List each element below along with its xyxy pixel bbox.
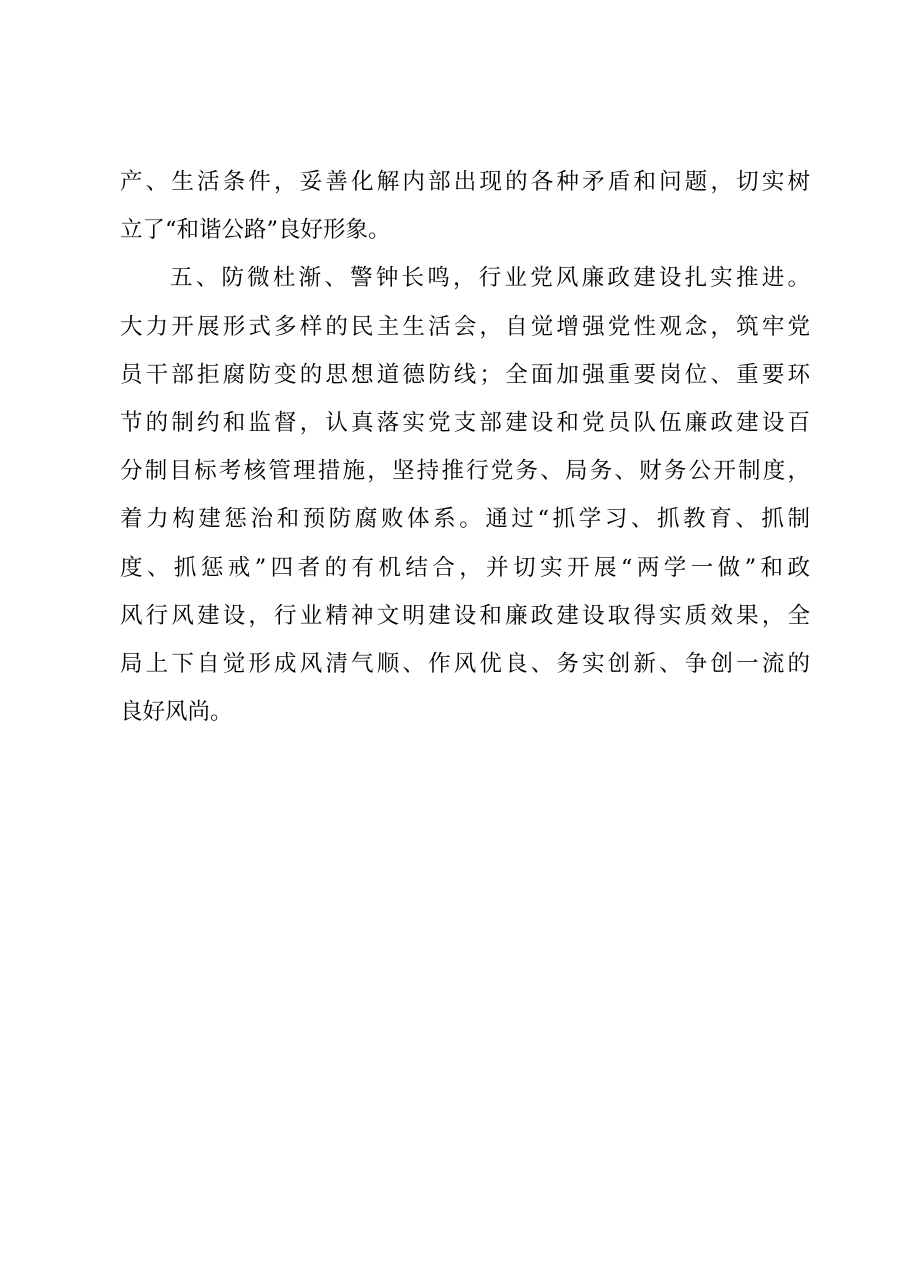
text-line: 局上下自觉形成风清气顺、作风优良、务实创新、争创一流的: [120, 650, 810, 677]
section-heading-line: 五、防微杜渐、警钟长鸣，行业党风廉政建设扎实推进。: [170, 265, 810, 292]
text-line: 度、抓惩戒”四者的有机结合，并切实开展“两学一做”和政: [120, 554, 810, 581]
text-line: 风行风建设，行业精神文明建设和廉政建设取得实质效果，全: [120, 602, 810, 629]
text-line: 员干部拒腐防变的思想道德防线；全面加强重要岗位、重要环: [120, 361, 810, 388]
body-text: [120, 158, 810, 736]
text-line: 着力构建惩治和预防腐败体系。通过“抓学习、抓教育、抓制: [120, 506, 810, 533]
text-line: 大力开展形式多样的民主生活会，自觉增强党性观念，筑牢党: [120, 313, 810, 340]
paragraph-continued: [120, 158, 810, 254]
text-line: 立了“和谐公路”良好形象。: [120, 217, 391, 244]
text-line: 节的制约和监督，认真落实党支部建设和党员队伍廉政建设百: [120, 409, 810, 436]
paragraph-section-five: [120, 254, 810, 736]
text-line: 产、生活条件，妥善化解内部出现的各种矛盾和问题，切实树: [120, 169, 810, 195]
text-line: 分制目标考核管理措施，坚持推行党务、局务、财务公开制度，: [120, 458, 810, 485]
text-line: 良好风尚。: [120, 699, 233, 726]
